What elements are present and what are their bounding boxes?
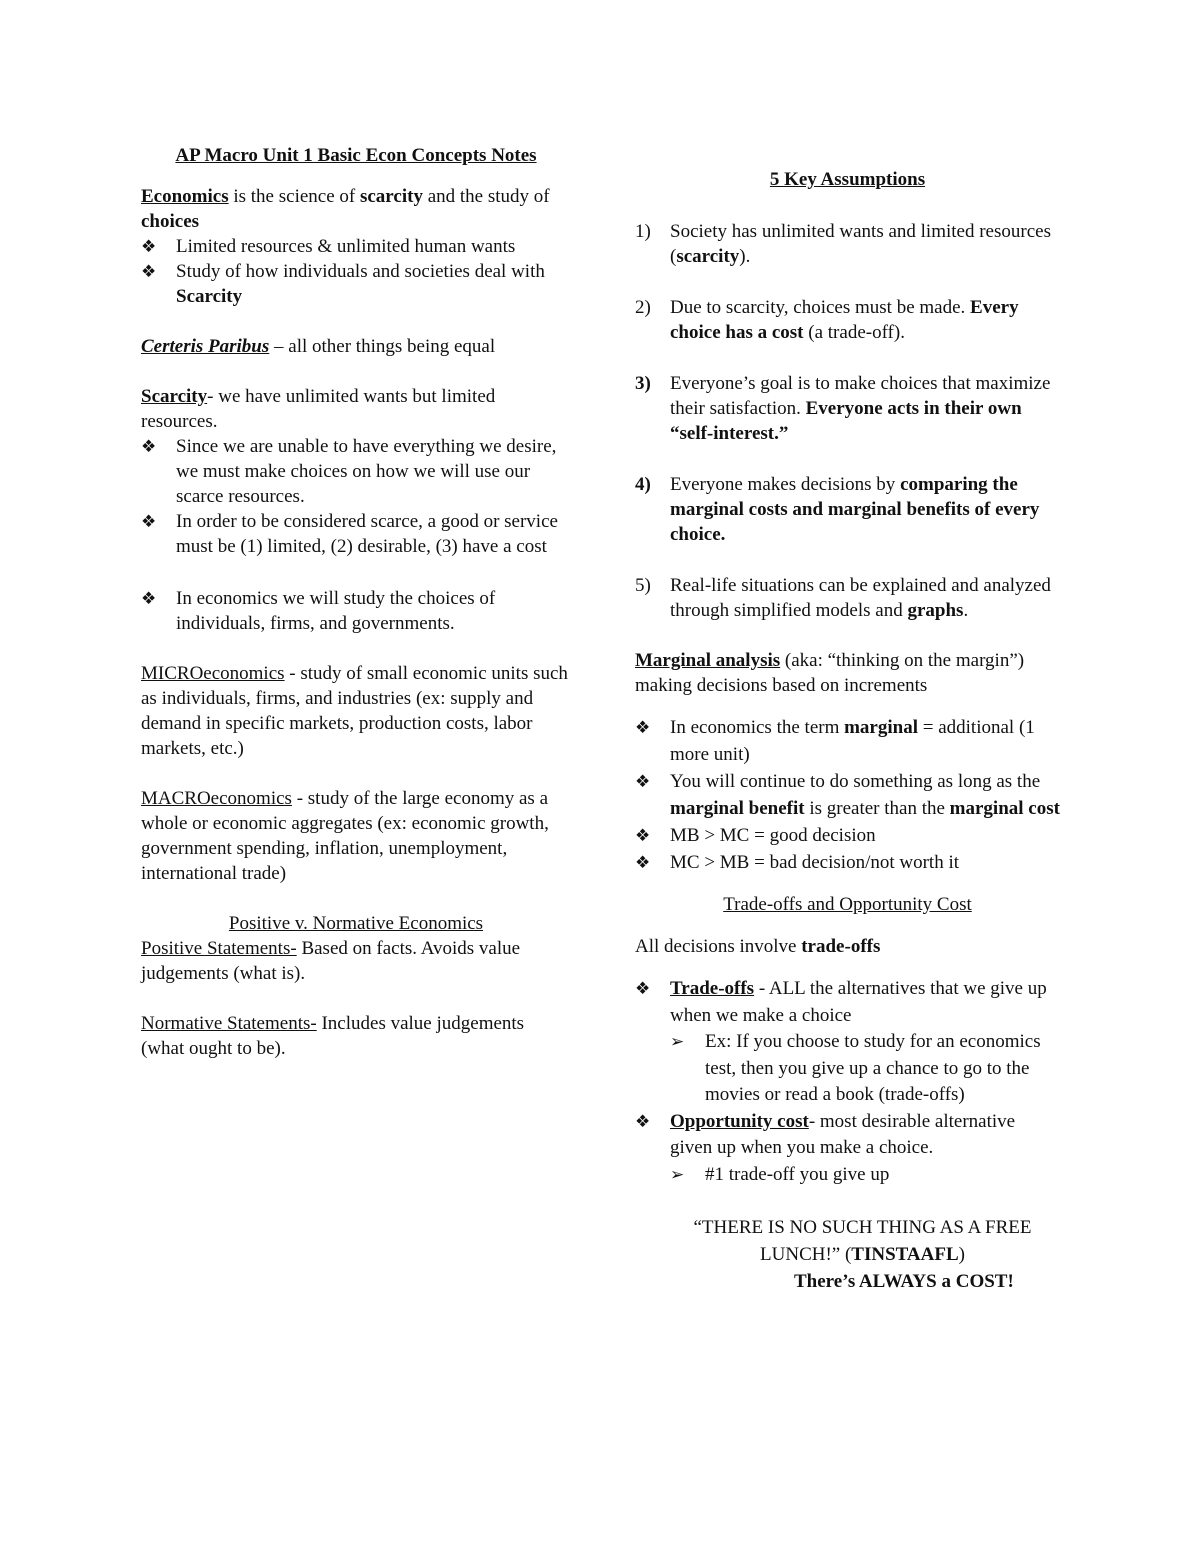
list-item: ❖ Trade-offs - ALL the alternatives that we give up when we make a choice bbox=[635, 978, 1047, 1026]
arrow-bullet-icon: ➢ bbox=[670, 1164, 685, 1184]
diamond-bullet-icon: ❖ bbox=[635, 772, 651, 791]
list-item: ➢ #1 trade-off you give up bbox=[670, 1162, 1060, 1189]
diamond-bullet-icon: ❖ bbox=[141, 237, 157, 256]
scarcity-definition: Scarcity- we have unlimited wants but limited resources. bbox=[141, 386, 496, 432]
diamond-bullet-icon: ❖ bbox=[141, 512, 157, 531]
arrow-bullet-icon: ➢ bbox=[670, 1032, 685, 1051]
page-title: AP Macro Unit 1 Basic Econ Concepts Notes bbox=[175, 145, 537, 166]
assumption-item: 5) Real-life situations can be explained and analyzed through simplified models and graphs. bbox=[635, 575, 1051, 621]
assumption-item: 3) Everyone’s goal is to make choices that maximize their satisfaction. Everyone acts in their own “self-interest.” bbox=[635, 373, 1051, 444]
diamond-bullet-icon: ❖ bbox=[635, 979, 651, 998]
ceteris-paribus: Certeris Paribus – all other things being equal bbox=[141, 336, 496, 357]
assumptions-heading: 5 Key Assumptions bbox=[769, 169, 926, 190]
always-a-cost: There’s ALWAYS a COST! bbox=[794, 1271, 1014, 1292]
list-item: ❖ Study of how individuals and societies deal with Scarcity bbox=[141, 261, 545, 307]
diamond-bullet-icon: ❖ bbox=[141, 437, 157, 456]
normative-statements: Normative Statements- Includes value judgements (what ought to be). bbox=[141, 1013, 525, 1059]
left-column bbox=[141, 143, 571, 1061]
diamond-bullet-icon: ❖ bbox=[635, 718, 651, 737]
economics-definition: Economics is the science of scarcity and the study of choices bbox=[141, 186, 550, 232]
all-decisions: All decisions involve trade-offs bbox=[635, 936, 881, 957]
diamond-bullet-icon: ❖ bbox=[635, 1111, 651, 1131]
assumption-item: 1) Society has unlimited wants and limited resources (scarcity). bbox=[635, 221, 1051, 267]
assumption-item: 4) Everyone makes decisions by comparing the marginal costs and marginal benefits of every choice. bbox=[635, 474, 1040, 545]
list-item: ❖ Since we are unable to have everything we desire, we must make choices on how we will use our scarce resources. bbox=[141, 436, 557, 507]
list-item: ❖ In order to be considered scarce, a good or service must be (1) limited, (2) desirable, (3) have a cost bbox=[141, 511, 558, 557]
list-item: ❖ Opportunity cost- most desirable alternative given up when you make a choice. bbox=[635, 1110, 1016, 1158]
list-item: ❖ MB > MC = good decision bbox=[635, 822, 1060, 849]
list-item: ❖ In economics the term marginal = additional (1 more unit) bbox=[635, 714, 1060, 768]
positive-normative-heading: Positive v. Normative Economics bbox=[228, 913, 484, 934]
positive-statements: Positive Statements- Based on facts. Avoids value judgements (what is). bbox=[141, 938, 521, 984]
free-lunch-quote: “THERE IS NO SUCH THING AS A FREE LUNCH!” (TINSTAAFL) bbox=[693, 1217, 1032, 1265]
list-item: ❖ In economics we will study the choices of individuals, firms, and governments. bbox=[141, 588, 496, 634]
diamond-bullet-icon: ❖ bbox=[635, 853, 651, 872]
tradeoffs-heading: Trade-offs and Opportunity Cost bbox=[723, 894, 972, 915]
diamond-bullet-icon: ❖ bbox=[635, 826, 651, 845]
list-item: ➢ Ex: If you choose to study for an economics test, then you give up a chance to go to the movies or read a book (trade-offs) bbox=[670, 1031, 1041, 1105]
macro-definition: MACROeconomics - study of the large economy as a whole or economic aggregates (ex: economic growth, government spending, inflation, unemployment, international trade) bbox=[141, 788, 549, 884]
right-column bbox=[635, 167, 1060, 1295]
list-item: ❖ MC > MB = bad decision/not worth it bbox=[635, 849, 1060, 876]
micro-definition: MICROeconomics - study of small economic units such as individuals, firms, and industries (ex: supply and demand in specific markets, production costs, labor markets, etc.) bbox=[141, 663, 568, 759]
assumption-item: 2) Due to scarcity, choices must be made. Every choice has a cost (a trade-off). bbox=[635, 297, 1019, 343]
list-item: ❖ Limited resources & unlimited human wants bbox=[141, 236, 516, 257]
diamond-bullet-icon: ❖ bbox=[141, 262, 157, 281]
diamond-bullet-icon: ❖ bbox=[141, 589, 157, 608]
marginal-analysis: Marginal analysis (aka: “thinking on the margin”) making decisions based on increments bbox=[635, 650, 1025, 696]
list-item: ❖ You will continue to do something as long as the marginal benefit is greater than the marginal cost bbox=[635, 768, 1060, 822]
